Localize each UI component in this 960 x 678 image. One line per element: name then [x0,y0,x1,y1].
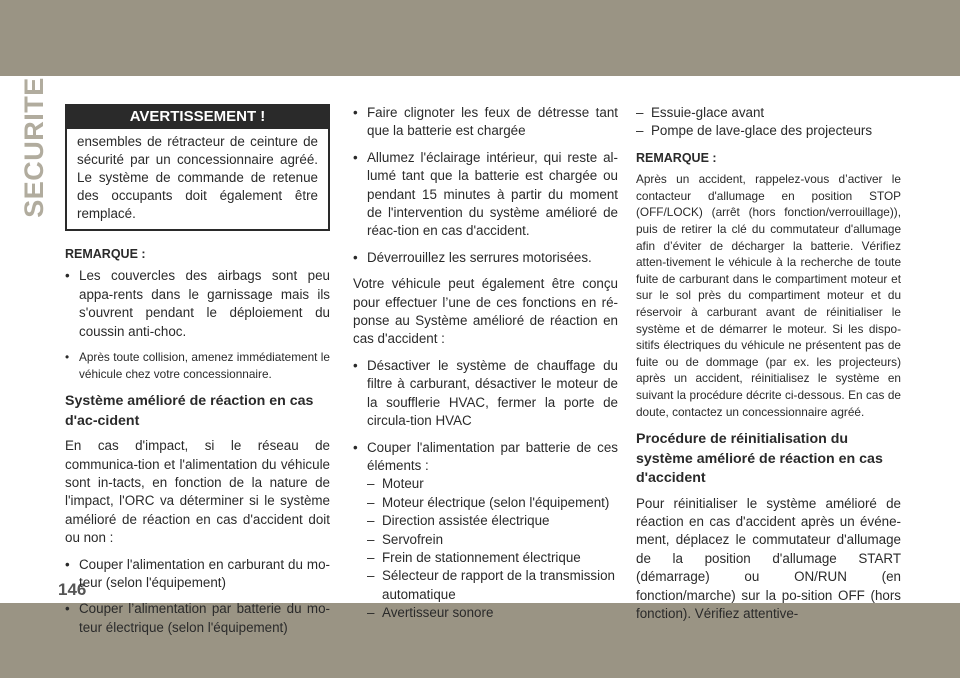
list-item: – Essuie-glace avant [636,104,901,122]
action-bullet: • Faire clignoter les feux de détresse tant que la batterie est chargée [353,104,618,141]
action-bullet: • Couper l'alimentation en carburant du mo-teur (selon l'équipement) [65,556,330,593]
list-item: – Direction assistée électrique [353,512,618,530]
list-item: – Moteur [353,475,618,493]
function-bullet: • Désactiver le système de chauffage du filtre à carburant, désactiver le moteur de la soufflerie HVAC, fermer la porte de circula-tion HVAC [353,357,618,431]
power-cut-list-continued [636,104,901,141]
note-label: REMARQUE : [65,247,146,261]
function-bullet-text: Couper l'alimentation par batterie de ces éléments : [367,439,618,473]
note-bullet: • Les couvercles des airbags sont peu appa-rents dans le garnissage mais ils s'ouvrent pendant le déploiement du coussin anti-choc. [65,267,330,341]
note-bullet: • Après toute collision, amenez immédiatement le véhicule chez votre concessionnaire. [65,349,330,382]
list-item: – Avertisseur sonore [353,604,618,622]
paragraph: Votre véhicule peut également être conçu pour effectuer l’une de ces fonctions en ré-ponse au Système amélioré de réaction en cas d'accident : [353,276,618,347]
note-text: Après un accident, rappelez-vous d’activer le contacteur d'allumage en position STOP (OFF/LOCK) (arrêt (hors fonction/verrouillage)), puis de retirer la clé du commutateur d'allumage afin d’éviter de décharger la batterie. Vérifiez atten-tivement le véhicule à la recherche de toute fuite de carburant dans le compartiment moteur et sur le sol près du compartiment moteur et du réservoir à carburant avant de réinitialiser le système et de démarrer le moteur. Si les dispo-sitifs électriques du véhicule ne présentent pas de fuite ou de dommage (par ex. les projecteurs) après un accident, réinitialisez le système en suivant la procédure décrite ci-dessous. En cas de doute, contactez un concessionnaire agréé. [636,172,901,419]
action-bullet: • Allumez l'éclairage intérieur, qui reste al-lumé tant que la batterie est chargée ou pendant 15 minutes à partir du moment de l'intervention du système amélioré de réac-tion en cas d'accident. [353,149,618,241]
warning-title: AVERTISSEMENT ! [67,106,328,129]
warning-box [65,104,330,231]
column-3 [636,104,901,631]
list-item: – Pompe de lave-glace des projecteurs [636,122,901,140]
action-bullet: • Déverrouillez les serrures motorisées. [353,249,618,267]
note-label: REMARQUE : [636,150,717,165]
function-bullet [353,439,618,476]
list-item: – Servofrein [353,531,618,549]
top-band [0,0,960,76]
paragraph: Pour réinitialiser le système amélioré de réaction en cas d'accident après un événe-ment, déplacez le commutateur d'allumage de la position d'allumage START (démarrage) ou ON/RUN (en fonction/marche) sur la po-sition OFF (hors fonction). Vérifiez attentive- [636,495,901,622]
column-2 [353,104,618,623]
warning-text: ensembles de rétracteur de ceinture de sécurité par un concessionnaire agréé. Le système de commande de retenue des occupants doit également être remplacé. [77,134,318,221]
list-item: – Moteur électrique (selon l'équipement) [353,494,618,512]
column-1 [65,104,330,645]
paragraph: En cas d'impact, si le réseau de communica-tion et l'alimentation du véhicule sont in-tacts, en fonction de la nature de l'impact, l'ORC va déterminer si le système amélioré de réaction en cas d'accident doit ou non : [65,438,330,546]
section-tab-label: SECURITE [18,76,49,218]
list-item: – Frein de stationnement électrique [353,549,618,567]
section-tab [16,76,52,218]
section-heading: Procédure de réinitialisation du système amélioré de réaction en cas d'accident [636,431,883,487]
list-item: – Sélecteur de rapport de la transmission automatique [353,567,618,604]
power-cut-list [353,475,618,622]
section-heading: Système amélioré de réaction en cas d'ac-cident [65,393,314,429]
page-number: 146 [58,580,87,599]
action-bullet: • Couper l’alimentation par batterie du mo-teur électrique (selon l'équipement) [65,600,330,637]
